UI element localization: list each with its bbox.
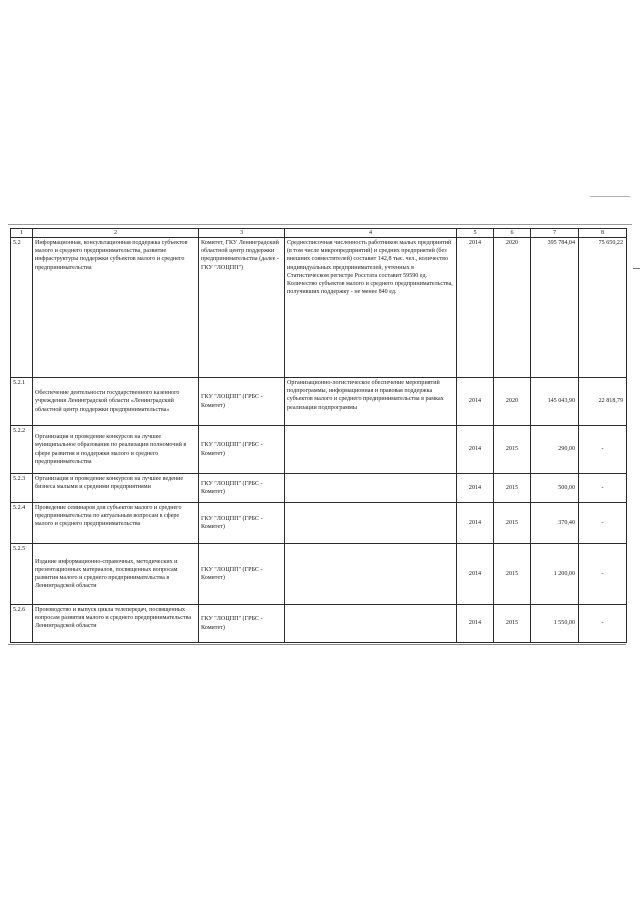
total-amount: 145 043,90 [531, 378, 579, 426]
total-amount: 1 550,00 [531, 605, 579, 643]
row-number: 5.2.1 [11, 378, 33, 426]
executor: ГКУ "ЛОЦПП" (ГРБС - Комитет) [199, 605, 285, 643]
table-row [11, 605, 627, 643]
header-cell: 3 [199, 229, 285, 238]
total-amount: 1 200,00 [531, 544, 579, 605]
total-amount: 370,40 [531, 503, 579, 544]
total-amount: 500,00 [531, 474, 579, 503]
measure-name: Производство и выпуск цикла телепередач, посвященных вопросам развития малого и среднего предпринимательства Ленинградской области [33, 605, 199, 643]
table-row [11, 378, 627, 426]
start-year: 2014 [457, 378, 494, 426]
result-indicator: Организационно-логистическое обеспечение мероприятий подпрограммы, информационная и правовая поддержка субъектов малого и среднего предпринимательства в рамках реализации подпрограммы [285, 378, 457, 426]
year-amount: - [579, 426, 627, 474]
program-table [10, 228, 627, 643]
year-amount: - [579, 544, 627, 605]
row-number: 5.2.6 [11, 605, 33, 643]
executor: ГКУ "ЛОЦПП" (ГРБС - Комитет) [199, 378, 285, 426]
end-year: 2015 [494, 503, 531, 544]
row-number: 5.2.4 [11, 503, 33, 544]
scan-artifact-line [8, 224, 632, 225]
executor: ГКУ "ЛОЦПП" (ГРБС - Комитет) [199, 474, 285, 503]
row-number: 5.2.2 [11, 426, 33, 474]
scan-artifact-line [8, 644, 626, 645]
table-row [11, 238, 627, 378]
result-indicator [285, 605, 457, 643]
start-year: 2014 [457, 544, 494, 605]
header-cell: 7 [531, 229, 579, 238]
start-year: 2014 [457, 426, 494, 474]
start-year: 2014 [457, 238, 494, 378]
result-indicator: Среднесписочная численность работников малых предприятий (в том числе микропредприятий) и средних предприятий (без внешних совместителей) составит 142,8 тыс. чел., количество индивидуальных предпринимателей, учтенных в Статистическом регистре Росстата составит 59590 ед. Количество субъектов малого и среднего предпринимательства, получивших поддержку - не менее 840 ед. [285, 238, 457, 378]
measure-name: Проведение семинаров для субъектов малого и среднего предпринимательства по актуальным вопросам в сфере малого и среднего предпринимательства [33, 503, 199, 544]
measure-name: Обеспечение деятельности государственного казенного учреждения Ленинградской области «Ленинградский областной центр поддержки предпринимательства» [33, 378, 199, 426]
header-cell: 6 [494, 229, 531, 238]
start-year: 2014 [457, 503, 494, 544]
measure-name: Информационная, консультационная поддержка субъектов малого и среднего предпринимательства, развитие инфраструктуры поддержки субъектов малого и среднего предпринимательства [33, 238, 199, 378]
year-amount: 22 818,79 [579, 378, 627, 426]
table-row [11, 503, 627, 544]
header-cell: 1 [11, 229, 33, 238]
start-year: 2014 [457, 605, 494, 643]
executor: ГКУ "ЛОЦПП" (ГРБС - Комитет) [199, 426, 285, 474]
result-indicator [285, 503, 457, 544]
end-year: 2015 [494, 605, 531, 643]
table-row [11, 544, 627, 605]
end-year: 2015 [494, 474, 531, 503]
header-cell: 8 [579, 229, 627, 238]
year-amount: 75 650,22 [579, 238, 627, 378]
end-year: 2020 [494, 238, 531, 378]
row-number: 5.2 [11, 238, 33, 378]
scan-artifact-line [590, 196, 630, 197]
measure-name: Организация и проведение конкурсов на лучшее муниципальное образование по реализации полномочий в сфере развития и поддержки малого и среднего предпринимательства [33, 426, 199, 474]
result-indicator [285, 426, 457, 474]
result-indicator [285, 474, 457, 503]
header-cell: 4 [285, 229, 457, 238]
scan-edge-mark [633, 268, 640, 269]
header-cell: 5 [457, 229, 494, 238]
row-number: 5.2.5 [11, 544, 33, 605]
header-row [11, 229, 627, 238]
measure-name: Организация и проведение конкурсов на лучшее ведение бизнеса малыми и средними предприятиями [33, 474, 199, 503]
end-year: 2020 [494, 378, 531, 426]
end-year: 2015 [494, 426, 531, 474]
executor: Комитет, ГКУ Ленинградский областной центр поддержки предпринимательства (далее - ГКУ "ЛОЦПП") [199, 238, 285, 378]
end-year: 2015 [494, 544, 531, 605]
total-amount: 395 784,04 [531, 238, 579, 378]
year-amount: - [579, 503, 627, 544]
result-indicator [285, 544, 457, 605]
executor: ГКУ "ЛОЦПП" (ГРБС - Комитет) [199, 544, 285, 605]
table-row [11, 474, 627, 503]
header-cell: 2 [33, 229, 199, 238]
measure-name: Издание информационно-справочных, методических и презентационных материалов, посвященных вопросам развития малого и среднего предпринимательства в Ленинградской области [33, 544, 199, 605]
row-number: 5.2.3 [11, 474, 33, 503]
start-year: 2014 [457, 474, 494, 503]
year-amount: - [579, 605, 627, 643]
total-amount: 290,00 [531, 426, 579, 474]
executor: ГКУ "ЛОЦПП" (ГРБС - Комитет) [199, 503, 285, 544]
table-row [11, 426, 627, 474]
year-amount: - [579, 474, 627, 503]
